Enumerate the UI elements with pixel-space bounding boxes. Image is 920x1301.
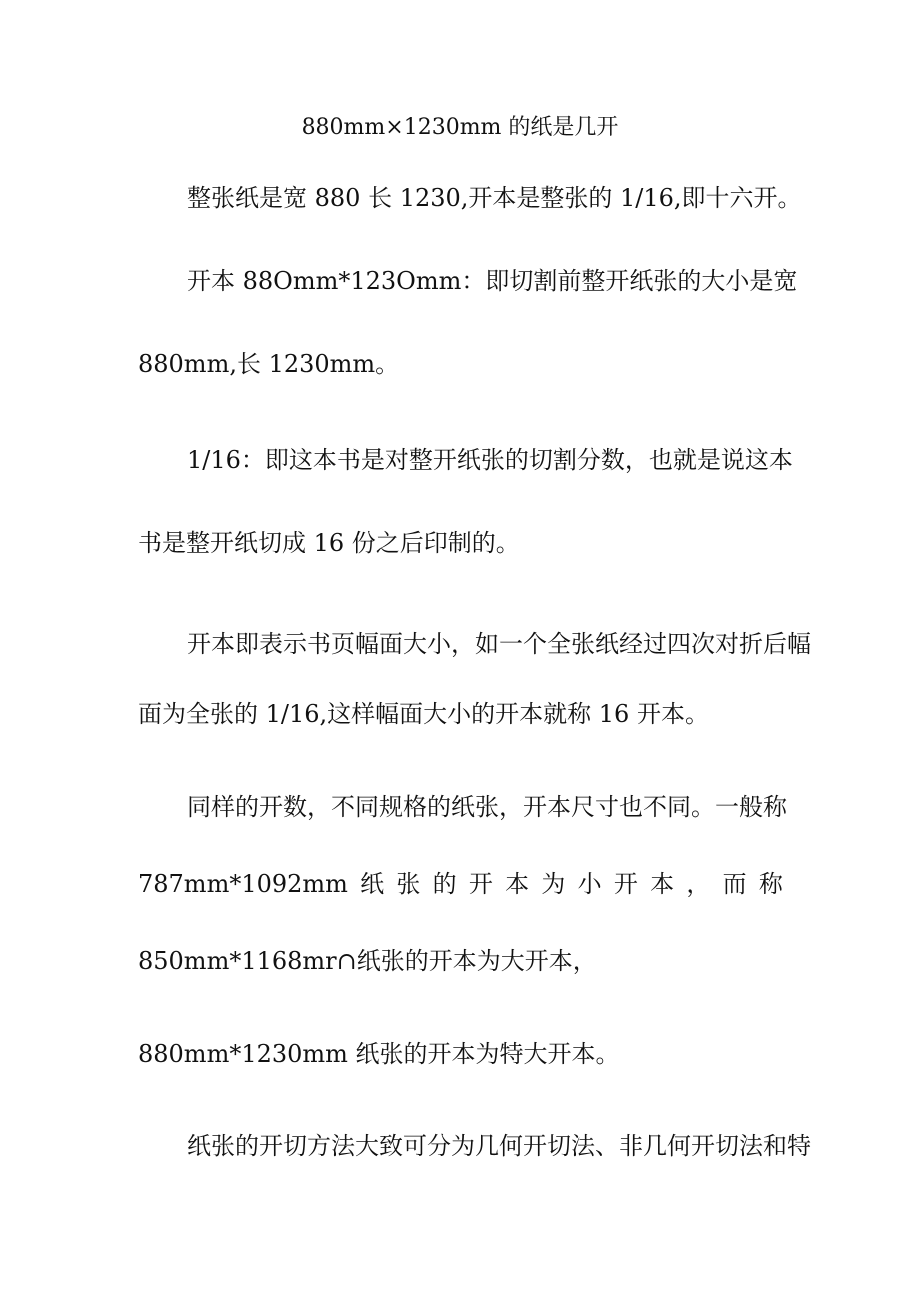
justified-word: 而 — [722, 870, 747, 898]
paragraph-line: 880mm,长 1230mm。 — [138, 350, 400, 378]
justified-word: 称 — [758, 870, 783, 898]
justified-word: 本 — [505, 870, 530, 898]
justified-word: 小 — [577, 870, 602, 898]
justified-word: 开 — [468, 870, 493, 898]
paragraph-line: 880mm*1230mm 纸张的开本为特大开本。 — [138, 1040, 620, 1068]
paragraph-line: 同样的开数，不同规格的纸张，开本尺寸也不同。一般称 — [187, 793, 787, 821]
justified-word: 开 — [613, 870, 638, 898]
document-title: 880mm×1230mm 的纸是几开 — [301, 115, 619, 140]
justified-word: 张 — [396, 870, 421, 898]
paragraph-line: 纸张的开切方法大致可分为几何开切法、非几何开切法和特 — [187, 1132, 811, 1160]
justified-paragraph-line — [138, 869, 783, 899]
justified-word: 为 — [541, 870, 566, 898]
justified-word: 本 — [650, 870, 675, 898]
paragraph-line: 850mm*1168mr∩纸张的开本为大开本， — [138, 947, 597, 975]
justified-word: ， — [686, 870, 711, 898]
paragraph-line: 整张纸是宽 880 长 1230,开本是整张的 1/16,即十六开。 — [187, 184, 802, 212]
paragraph-line: 书是整开纸切成 16 份之后印制的。 — [138, 529, 520, 557]
paragraph-line: 开本即表示书页幅面大小，如一个全张纸经过四次对折后幅 — [187, 630, 811, 658]
paragraph-line: 面为全张的 1/16,这样幅面大小的开本就称 16 开本。 — [138, 700, 709, 728]
justified-word: 787mm*1092mm — [138, 870, 348, 898]
paragraph-line: 开本 88Omm*123Omm：即切割前整开纸张的大小是宽 — [187, 267, 798, 295]
justified-word: 的 — [432, 870, 457, 898]
justified-word: 纸 — [360, 870, 385, 898]
paragraph-line: 1/16：即这本书是对整开纸张的切割分数，也就是说这本 — [187, 446, 793, 474]
